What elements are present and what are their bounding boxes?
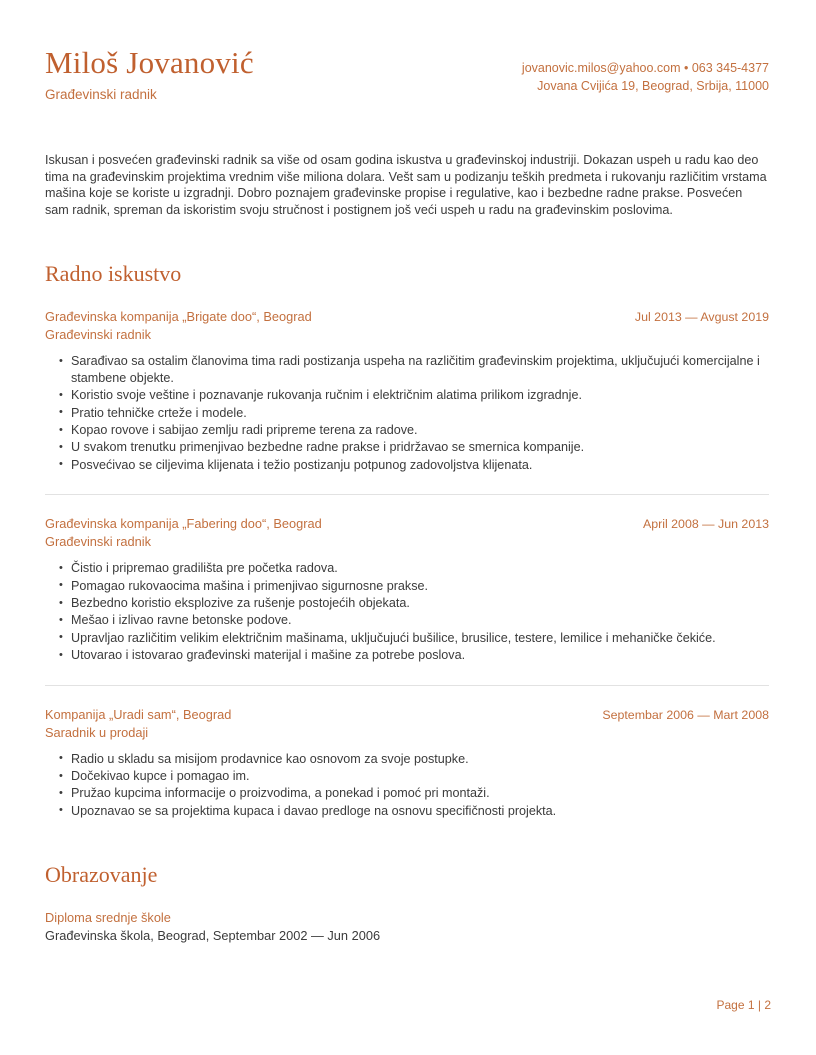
- entry-divider: [45, 494, 769, 495]
- list-item: • Upoznavao se sa projektima kupaca i davao predloge na osnovu specifičnosti projekta.: [45, 803, 769, 819]
- education-degree: Diploma srednje škole: [45, 910, 171, 926]
- experience-dates: April 2008 — Jun 2013: [642, 517, 769, 532]
- identity-block: [45, 45, 254, 104]
- experience-bullet-list: [45, 353, 769, 473]
- experience-organization: Kompanija „Uradi sam“, Beograd: [45, 706, 232, 722]
- list-item: • Upravljao različitim velikim električnim mašinama, uključujući bušilice, brusilice, testere, lemilice i mehaničke čekiće.: [45, 630, 769, 646]
- entry-divider: [45, 685, 769, 686]
- education-detail: Građevinska škola, Beograd, Septembar 2002 — Jun 2006: [45, 928, 381, 944]
- resume-header: [45, 0, 769, 104]
- list-item: • Koristio svoje veštine i poznavanje rukovanja ručnim i električnim alatima prilikom izgradnje.: [45, 387, 769, 403]
- education-section: [45, 861, 769, 944]
- list-item: • Sarađivao sa ostalim članovima tima radi postizanja uspeha na različitim građevinskim projektima, uključujući komercijalne i stambene objekte.: [45, 353, 769, 386]
- experience-section-title: Radno iskustvo: [45, 261, 182, 287]
- experience-role: Građevinski radnik: [45, 327, 151, 343]
- education-entry: [45, 909, 769, 944]
- experience-entry-header: [45, 308, 769, 326]
- experience-entry-header: [45, 706, 769, 724]
- list-item: • Pomagao rukovaocima mašina i primenjivao sigurnosne prakse.: [45, 578, 769, 594]
- experience-dates: Septembar 2006 — Mart 2008: [602, 707, 769, 722]
- list-item: • Posvećivao se ciljevima klijenata i težio postizanju potpunog zadovoljstva klijenata.: [45, 457, 769, 473]
- list-item: • Mešao i izlivao ravne betonske podove.: [45, 612, 769, 628]
- experience-role: Saradnik u prodaji: [45, 724, 149, 740]
- experience-bullet-list: [45, 751, 769, 820]
- professional-summary: Iskusan i posvećen građevinski radnik sa više od osam godina iskustva u građevinskoj industriji. Dokazan uspeh u radu kao deo tima na građevinskim projektima vrednim više miliona dolara. Vešt sam u podizanju teških predmeta i rukovanju različitim vrstama mašina koje se koriste u izgradnji. Dobro poznajem građevinske propise i regulative, kao i bezbedne radne prakse. Posvećen sam radnik, spreman da iskoristim svoju stručnost i postignem još veći uspeh u radu na građevinskim poslovima.: [45, 153, 767, 217]
- experience-entry: [45, 706, 769, 820]
- page-content: [45, 0, 769, 944]
- education-section-title: Obrazovanje: [45, 862, 158, 888]
- list-item: • Pratio tehničke crteže i modele.: [45, 405, 769, 421]
- candidate-job-title: Građevinski radnik: [45, 87, 157, 102]
- list-item: • Kopao rovove i sabijao zemlju radi pripreme terena za radove.: [45, 422, 769, 438]
- list-item: • Radio u skladu sa misijom prodavnice kao osnovom za svoje postupke.: [45, 751, 769, 767]
- contact-address: Jovana Cvijića 19, Beograd, Srbija, 11000: [537, 79, 769, 93]
- list-item: • U svakom trenutku primenjivao bezbedne radne prakse i pridržavao se smernica kompanije.: [45, 439, 769, 455]
- list-item: • Bezbedno koristio eksplozive za rušenje postojećih objekata.: [45, 595, 769, 611]
- experience-entry: [45, 308, 769, 473]
- page-footer: Page 1 | 2: [716, 998, 771, 1012]
- experience-entry: [45, 515, 769, 663]
- experience-entry-header: [45, 515, 769, 533]
- experience-dates: Jul 2013 — Avgust 2019: [634, 310, 769, 325]
- list-item: • Pružao kupcima informacije o proizvodima, a ponekad i pomoć pri montaži.: [45, 785, 769, 801]
- experience-organization: Građevinska kompanija „Brigate doo“, Beograd: [45, 309, 312, 325]
- list-item: • Dočekivao kupce i pomagao im.: [45, 768, 769, 784]
- experience-bullet-list: [45, 560, 769, 663]
- contact-block: [522, 45, 769, 95]
- candidate-name: Miloš Jovanović: [45, 45, 254, 80]
- experience-section: [45, 260, 769, 819]
- list-item: • Čistio i pripremao gradilišta pre početka radova.: [45, 560, 769, 576]
- contact-email-phone: jovanovic.milos@yahoo.com • 063 345-4377: [521, 61, 769, 75]
- list-item: • Utovarao i istovarao građevinski materijal i mašine za potrebe poslova.: [45, 647, 769, 663]
- experience-role: Građevinski radnik: [45, 534, 151, 550]
- experience-organization: Građevinska kompanija „Fabering doo“, Beograd: [45, 516, 322, 532]
